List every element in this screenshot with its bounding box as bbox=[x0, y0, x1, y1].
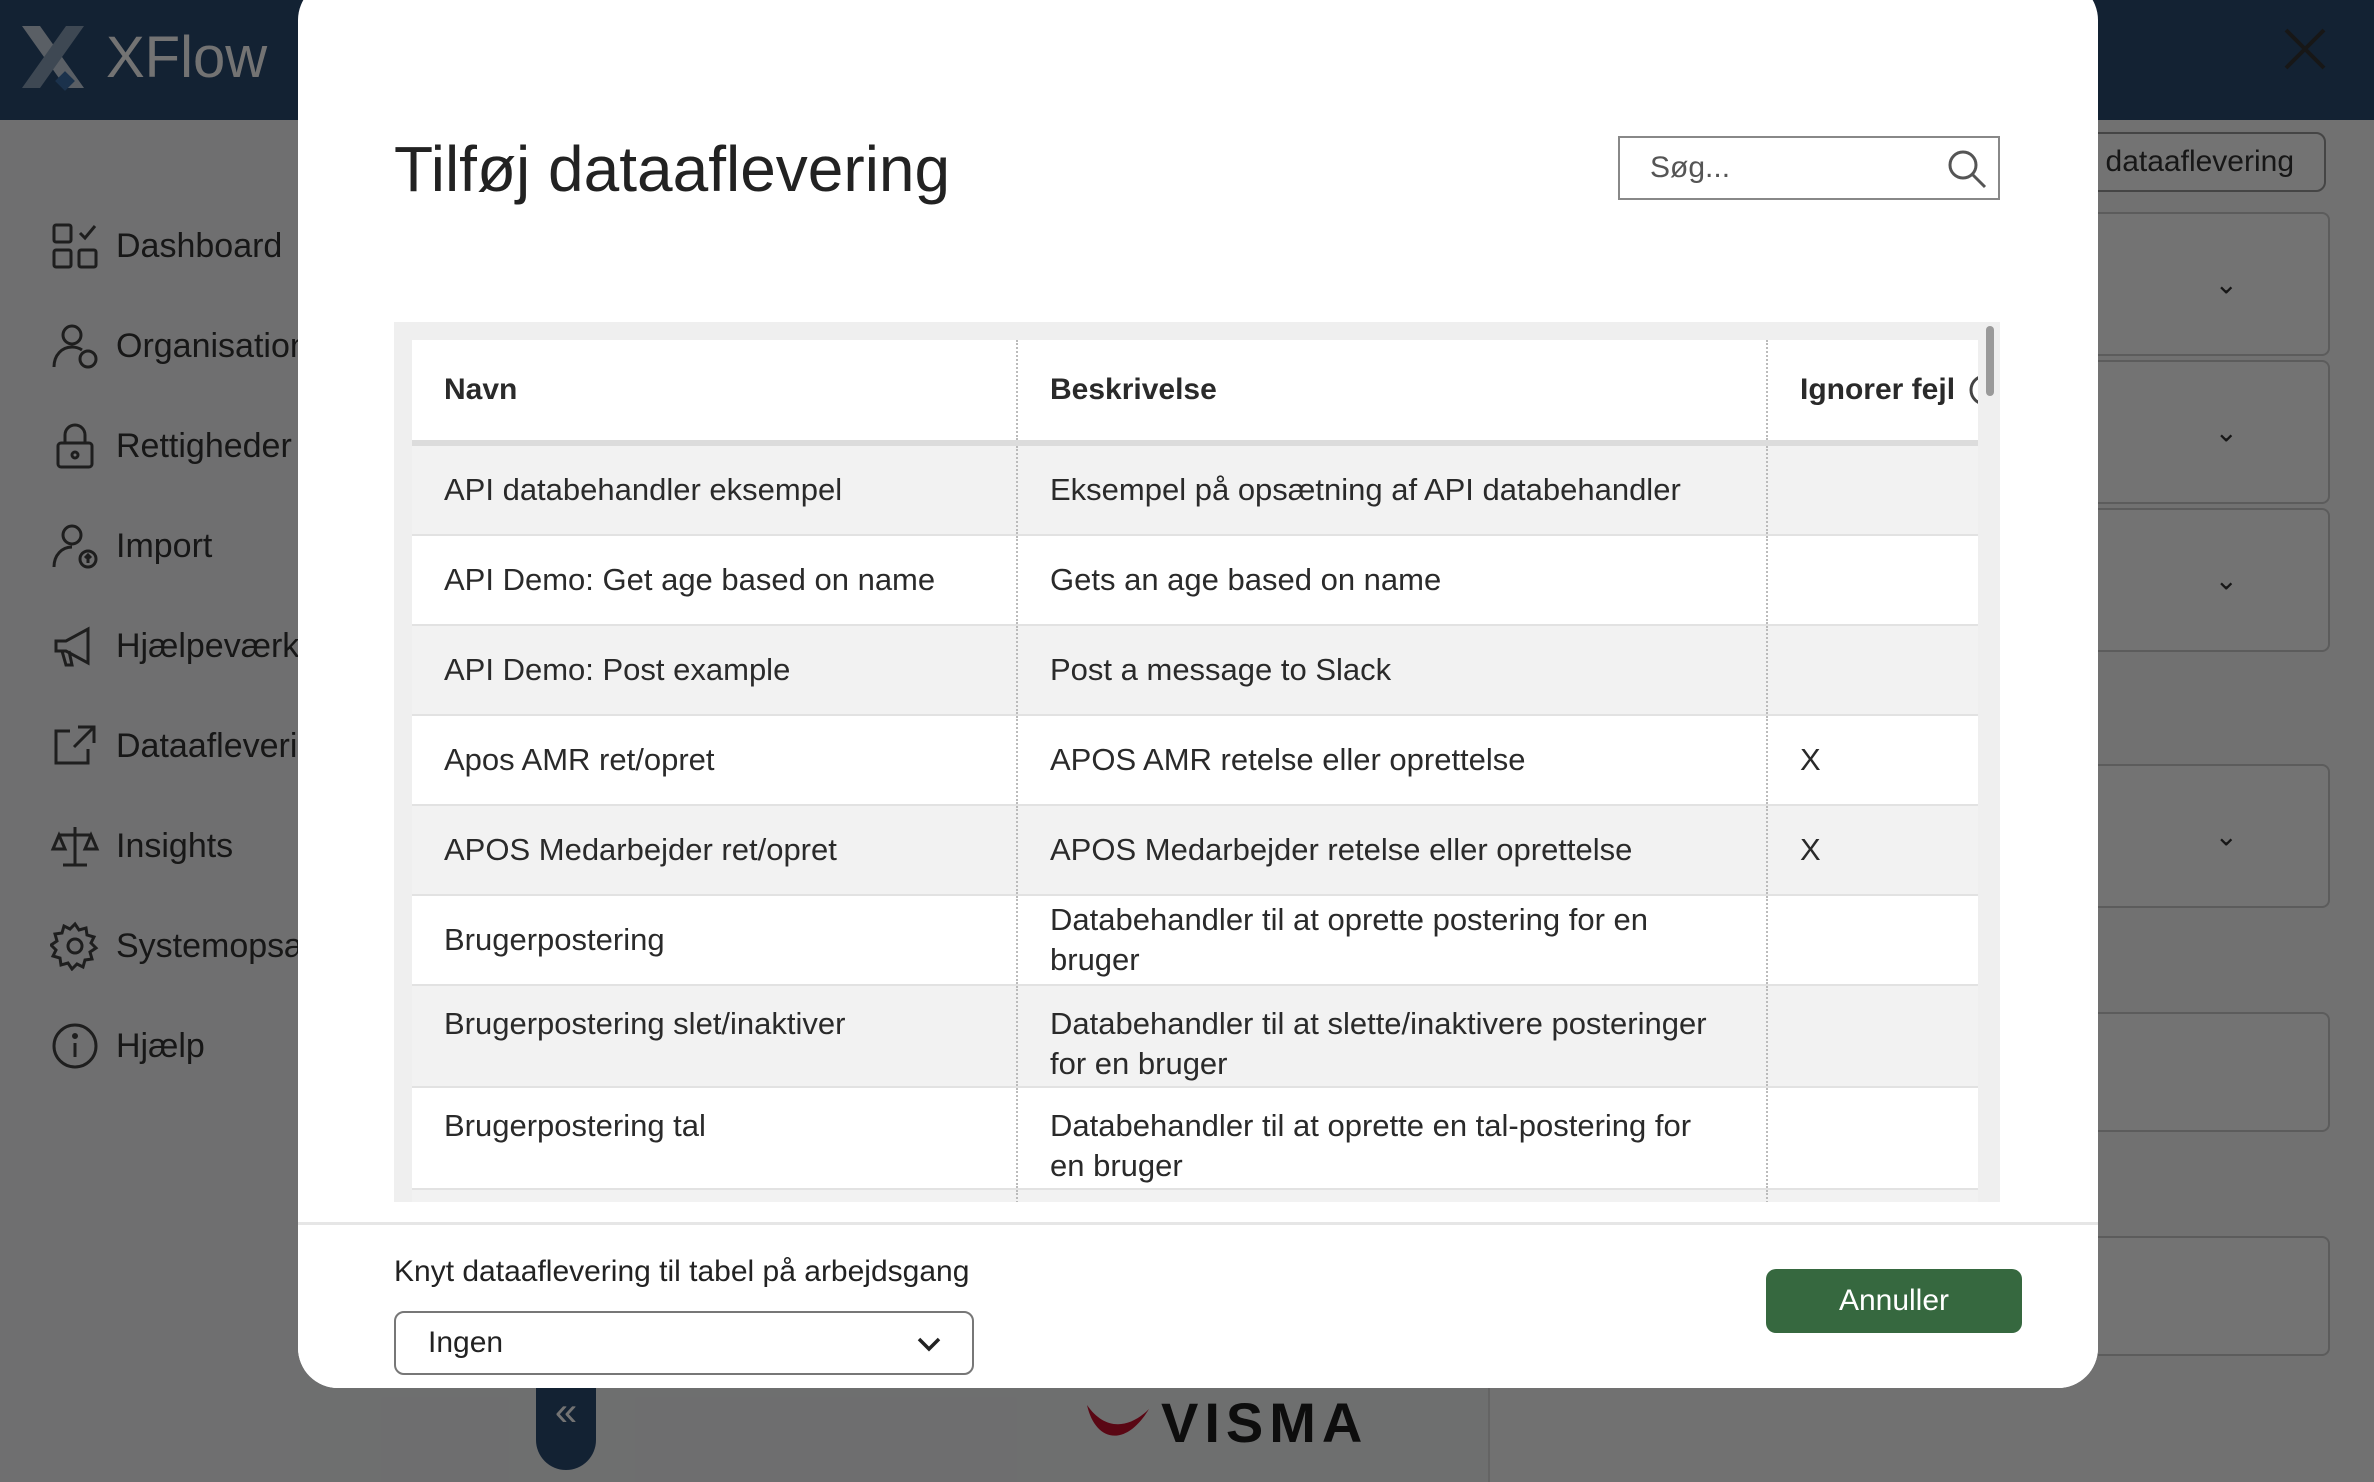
table-row[interactable] bbox=[412, 806, 1978, 896]
row-name: Brugerpostering tal bbox=[412, 1088, 1018, 1188]
row-name: API Demo: Post example bbox=[412, 626, 1018, 714]
row-name bbox=[412, 1190, 1018, 1202]
table-row[interactable] bbox=[412, 1088, 1978, 1190]
row-description bbox=[1018, 1190, 1768, 1202]
link-table-label: Knyt dataaflevering til tabel på arbejdsgang bbox=[394, 1255, 970, 1288]
link-table-select-value: Ingen bbox=[428, 1326, 504, 1359]
row-name: Brugerpostering slet/inaktiver bbox=[412, 986, 1018, 1086]
row-name: API Demo: Get age based on name bbox=[412, 536, 1018, 624]
row-ignore-errors: X bbox=[1800, 832, 1821, 867]
row-name: Apos AMR ret/opret bbox=[412, 716, 1018, 804]
row-description: Gets an age based on name bbox=[1018, 536, 1768, 624]
row-name: Brugerpostering bbox=[412, 896, 1018, 984]
dataaflevering-table bbox=[412, 340, 1978, 1202]
table-row[interactable] bbox=[412, 536, 1978, 626]
table-row[interactable] bbox=[412, 446, 1978, 536]
row-description: Post a message to Slack bbox=[1018, 626, 1768, 714]
column-header-navn[interactable]: Navn bbox=[412, 340, 1018, 440]
search-input[interactable] bbox=[1620, 138, 1970, 198]
dataaflevering-table-container[interactable] bbox=[394, 322, 2000, 1202]
cancel-button[interactable]: Annuller bbox=[1766, 1269, 2022, 1333]
row-ignore-errors bbox=[1768, 1088, 1978, 1188]
row-ignore-errors bbox=[1768, 536, 1978, 624]
row-name: APOS Medarbejder ret/opret bbox=[412, 806, 1018, 894]
table-row[interactable] bbox=[412, 896, 1978, 986]
add-dataaflevering-modal bbox=[298, 0, 2098, 1388]
modal-footer bbox=[298, 1222, 2098, 1388]
table-row[interactable] bbox=[412, 716, 1978, 806]
row-ignore-errors bbox=[1768, 626, 1978, 714]
table-row[interactable] bbox=[412, 986, 1978, 1088]
row-name: API databehandler eksempel bbox=[412, 446, 1018, 534]
table-scrollbar[interactable] bbox=[1986, 326, 1994, 396]
row-description: Databehandler til at oprette postering for en bruger bbox=[1018, 896, 1768, 984]
row-ignore-errors bbox=[1768, 986, 1978, 1086]
row-ignore-errors bbox=[1768, 1190, 1978, 1202]
row-ignore-errors bbox=[1768, 446, 1978, 534]
row-description: APOS AMR retelse eller oprettelse bbox=[1018, 716, 1768, 804]
row-ignore-errors bbox=[1768, 896, 1978, 984]
link-table-select[interactable] bbox=[394, 1311, 974, 1375]
help-circle-icon[interactable] bbox=[1967, 372, 1978, 408]
modal-title: Tilføj dataaflevering bbox=[394, 133, 951, 205]
chevron-down-icon bbox=[916, 1331, 942, 1357]
row-ignore-errors: X bbox=[1800, 742, 1821, 777]
table-row[interactable] bbox=[412, 626, 1978, 716]
column-header-beskrivelse[interactable]: Beskrivelse bbox=[1018, 340, 1768, 440]
row-description: Databehandler til at oprette en tal-postering for en bruger bbox=[1018, 1088, 1768, 1188]
table-row-partial[interactable] bbox=[412, 1190, 1978, 1202]
row-description: APOS Medarbejder retelse eller oprettelse bbox=[1018, 806, 1768, 894]
column-header-ignorer-fejl[interactable] bbox=[1768, 340, 1978, 440]
column-header-ignorer-fejl-label: Ignorer fejl bbox=[1800, 373, 1956, 406]
row-description: Eksempel på opsætning af API databehandler bbox=[1018, 446, 1768, 534]
row-description: Databehandler til at slette/inaktivere posteringer for en bruger bbox=[1018, 986, 1768, 1086]
search-icon[interactable] bbox=[1946, 148, 1988, 190]
table-header-row bbox=[412, 340, 1978, 446]
search-box bbox=[1618, 136, 2000, 200]
